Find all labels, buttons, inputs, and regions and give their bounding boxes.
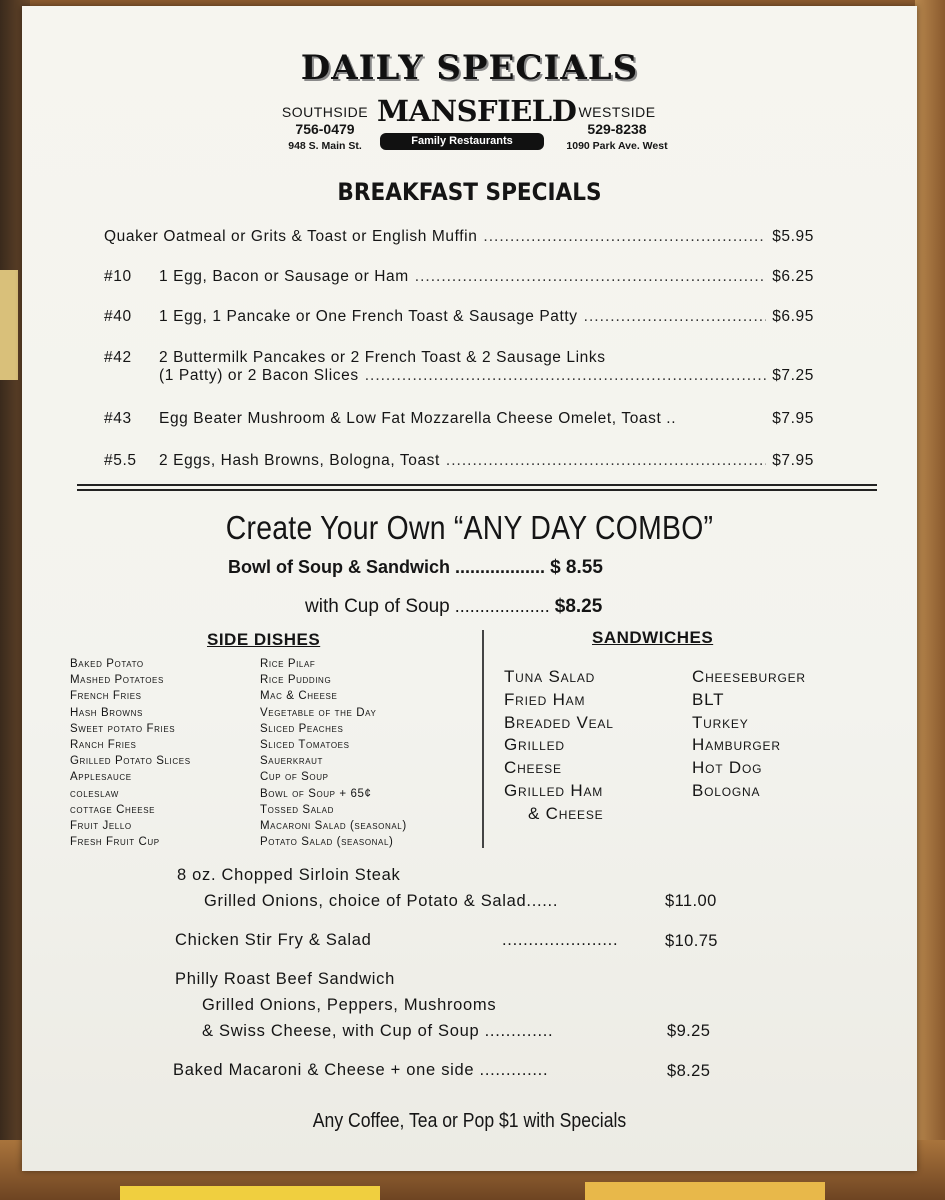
column-divider bbox=[482, 630, 484, 848]
location-address: 1090 Park Ave. West bbox=[566, 140, 668, 152]
westside-location bbox=[552, 104, 682, 155]
combo-text: Bowl of Soup & Sandwich bbox=[228, 557, 450, 577]
list-item: Mashed Potatoes bbox=[70, 674, 164, 687]
list-item: Hamburger bbox=[692, 735, 781, 755]
item-price: $6.95 bbox=[772, 308, 814, 325]
list-item: Breaded Veal bbox=[504, 712, 614, 732]
list-item: Grilled Ham bbox=[504, 780, 604, 800]
list-item: Fried Ham bbox=[504, 689, 586, 709]
location-name: WESTSIDE bbox=[578, 104, 656, 120]
combo-cup-line bbox=[305, 596, 602, 618]
list-item: Ranch Fries bbox=[70, 739, 137, 752]
special-price: $10.75 bbox=[665, 932, 718, 950]
combo-title: Create Your Own “ANY DAY COMBO” bbox=[225, 509, 714, 546]
side-dishes-column-2 bbox=[260, 656, 407, 850]
list-item: Rice Pilaf bbox=[260, 658, 316, 670]
list-item: Bologna bbox=[692, 780, 761, 800]
combo-text: with Cup of Soup bbox=[305, 596, 450, 617]
dot-leader bbox=[483, 228, 766, 246]
list-item: Sauerkraut bbox=[260, 755, 324, 768]
item-price: $5.95 bbox=[772, 228, 814, 245]
list-item: Sweet potato Fries bbox=[70, 722, 176, 735]
sandwiches-column-2 bbox=[692, 666, 806, 803]
list-item: Potato Salad (seasonal) bbox=[260, 836, 394, 849]
southside-location bbox=[260, 104, 390, 155]
breakfast-item bbox=[104, 308, 814, 326]
list-item: Mac & Cheese bbox=[260, 690, 338, 703]
list-item: Grilled bbox=[504, 735, 565, 755]
dot-leader: ...................... bbox=[502, 931, 619, 949]
list-item: Hash Browns bbox=[70, 706, 143, 719]
item-price: $7.95 bbox=[772, 410, 814, 427]
background-tag bbox=[585, 1182, 825, 1200]
item-number: #43 bbox=[104, 410, 132, 427]
location-phone: 529-8238 bbox=[587, 121, 647, 137]
special-detail: Grilled Onions, Peppers, Mushrooms bbox=[202, 996, 497, 1014]
item-number: #40 bbox=[104, 308, 132, 325]
list-item: Applesauce bbox=[70, 771, 132, 784]
combo-price: $8.25 bbox=[554, 596, 603, 617]
footer-note: Any Coffee, Tea or Pop $1 with Specials bbox=[312, 1110, 627, 1132]
list-item: Tossed Salad bbox=[260, 803, 334, 816]
list-item: Macaroni Salad (seasonal) bbox=[260, 820, 407, 833]
combo-price: $ 8.55 bbox=[550, 557, 603, 578]
item-number: #10 bbox=[104, 268, 132, 285]
list-item: Turkey bbox=[692, 712, 749, 732]
special-title: Baked Macaroni & Cheese + one side ............. bbox=[173, 1061, 549, 1079]
side-dishes-column-1 bbox=[70, 656, 191, 850]
list-item: Fresh Fruit Cup bbox=[70, 836, 160, 849]
dot-leader bbox=[365, 367, 767, 385]
section-divider bbox=[77, 484, 877, 491]
list-item: Cup of Soup bbox=[260, 771, 329, 784]
list-item: Sliced Peaches bbox=[260, 722, 344, 735]
list-item: Bowl of Soup + 65¢ bbox=[260, 787, 372, 800]
special-detail: & Swiss Cheese, with Cup of Soup ............. bbox=[202, 1022, 554, 1040]
list-item: BLT bbox=[692, 689, 725, 709]
special-title: Chicken Stir Fry & Salad bbox=[175, 931, 372, 949]
list-item: cottage Cheese bbox=[70, 803, 156, 816]
list-item: Tuna Salad bbox=[504, 667, 596, 686]
list-item: Rice Pudding bbox=[260, 674, 332, 687]
item-text: 1 Egg, Bacon or Sausage or Ham bbox=[159, 268, 409, 285]
special-title: Philly Roast Beef Sandwich bbox=[175, 970, 395, 988]
location-phone: 756-0479 bbox=[295, 121, 355, 137]
sandwiches-column-1 bbox=[504, 666, 614, 826]
dot-leader: .................. bbox=[455, 557, 546, 577]
list-item: Grilled Potato Slices bbox=[70, 755, 191, 768]
list-item: Hot Dog bbox=[692, 758, 763, 778]
item-number: #5.5 bbox=[104, 452, 137, 469]
special-title: 8 oz. Chopped Sirloin Steak bbox=[177, 866, 401, 884]
item-price: $6.25 bbox=[772, 268, 814, 285]
breakfast-item bbox=[104, 268, 814, 286]
special-detail: Grilled Onions, choice of Potato & Salad...... bbox=[204, 892, 559, 910]
background-tag bbox=[120, 1186, 380, 1200]
item-text: 1 Egg, 1 Pancake or One French Toast & Sausage Patty bbox=[159, 308, 578, 325]
item-number: #42 bbox=[104, 349, 132, 366]
location-address: 948 S. Main St. bbox=[288, 140, 362, 152]
breakfast-item bbox=[104, 228, 814, 246]
breakfast-item bbox=[104, 452, 814, 470]
item-text-continued: (1 Patty) or 2 Bacon Slices bbox=[159, 367, 359, 384]
sandwiches-heading: SANDWICHES bbox=[592, 628, 714, 647]
location-name: SOUTHSIDE bbox=[281, 104, 369, 120]
page-title: DAILY SPECIALS bbox=[300, 48, 639, 88]
item-price: $7.25 bbox=[772, 367, 814, 384]
special-price: $8.25 bbox=[667, 1062, 711, 1080]
side-dishes-heading: SIDE DISHES bbox=[207, 630, 321, 649]
list-item: Sliced Tomatoes bbox=[260, 739, 350, 752]
list-item: Cheeseburger bbox=[692, 667, 806, 686]
background-stripe bbox=[0, 270, 18, 380]
item-price: $7.95 bbox=[772, 452, 814, 469]
item-text: 2 Eggs, Hash Browns, Bologna, Toast bbox=[159, 452, 440, 469]
background-right bbox=[915, 0, 945, 1200]
list-item: Cheese bbox=[504, 758, 562, 778]
list-item: Baked Potato bbox=[70, 658, 144, 670]
list-item: Fruit Jello bbox=[70, 820, 132, 833]
list-item: French Fries bbox=[70, 690, 142, 703]
breakfast-item bbox=[104, 349, 814, 385]
item-text: Quaker Oatmeal or Grits & Toast or English Muffin bbox=[104, 228, 478, 245]
combo-bowl-line bbox=[228, 557, 603, 579]
list-item: coleslaw bbox=[70, 787, 119, 800]
special-price: $11.00 bbox=[665, 892, 717, 910]
brand-subtitle: Family Restaurants bbox=[380, 133, 544, 150]
dot-leader bbox=[446, 452, 766, 470]
list-item: & Cheese bbox=[528, 803, 604, 823]
special-price: $9.25 bbox=[667, 1022, 711, 1040]
dot-leader: ................... bbox=[454, 596, 550, 616]
dot-leader bbox=[584, 308, 767, 326]
breakfast-heading: BREAKFAST SPECIALS bbox=[337, 178, 602, 206]
brand-logo: MANSFIELD bbox=[377, 94, 577, 128]
breakfast-item bbox=[104, 410, 814, 428]
dot-leader bbox=[415, 268, 766, 286]
list-item: Vegetable of the Day bbox=[260, 706, 377, 719]
item-text: 2 Buttermilk Pancakes or 2 French Toast & 2 Sausage Links bbox=[159, 349, 606, 366]
item-text: Egg Beater Mushroom & Low Fat Mozzarella Cheese Omelet, Toast .. bbox=[159, 410, 677, 427]
menu-sheet bbox=[22, 6, 917, 1171]
